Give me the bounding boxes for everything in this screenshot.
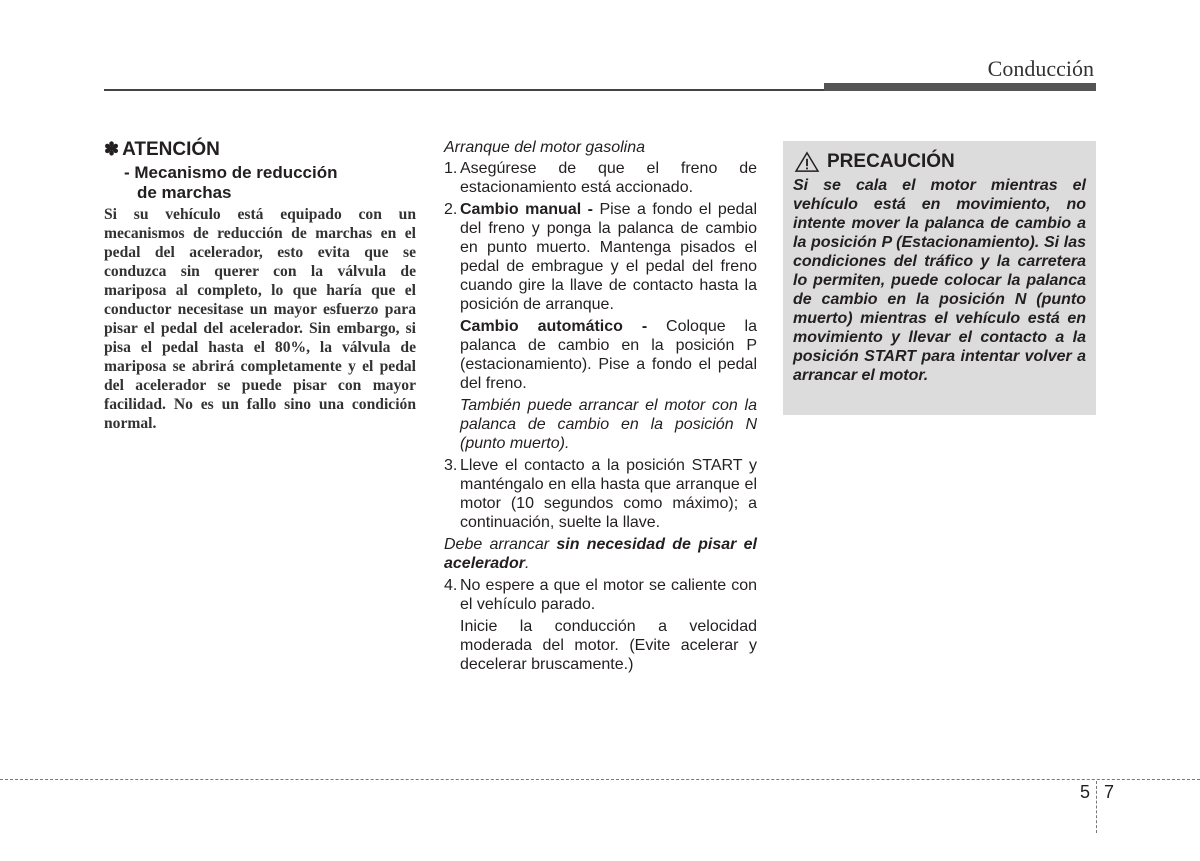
warning-triangle-icon: [793, 151, 821, 173]
footer-rule: [0, 779, 1200, 780]
step-3: 3. Lleve el contacto a la posición START y manténgalo en ella hasta que arranque el motor (10 segundos como máximo); a continuación, suelte la llave.: [444, 457, 757, 531]
section-title: Conducción: [987, 56, 1094, 81]
attention-body: Si su vehículo está equipado con un mecanismos de reducción de marchas en el pedal del acelerador, esto evita que se conduzca sin querer con la válvula de mariposa al completo, lo que haría que el conductor necesitase un mayor esfuerzo para pisar el pedal del acelerador. Sin embargo, si pisa el pedal hasta el 80%, la válvula de mariposa se abrirá completamente y el pedal del acelerador se puede pisar con mayor facilidad. No es un fallo sino una condición normal.: [104, 206, 416, 432]
asterisk-icon: ✽: [104, 139, 120, 159]
page-number: 7: [1104, 782, 1115, 802]
step-4-extra: Inicie la conducción a velocidad moderada del motor. (Evite acelerar y decelerar bruscamente.): [460, 618, 757, 673]
step-2: 2. Cambio manual - Pise a fondo el pedal del freno y ponga la palanca de cambio en punto muerto. Mantenga pisados el pedal de embrague y el pedal del freno cuando gire la llave de contacto hasta la posición de arranque.: [444, 201, 758, 313]
step-1: 1. Asegúrese de que el freno de estacionamiento está accionado.: [444, 160, 757, 196]
footer-divider: [1096, 781, 1097, 833]
step-4: 4. No espere a que el motor se caliente con el vehículo parado.: [444, 577, 757, 613]
caution-title: PRECAUCIÓN: [827, 151, 955, 172]
page-section-number: 5: [1080, 782, 1091, 802]
procedure-section: [444, 138, 757, 674]
caution-header: [793, 151, 1086, 173]
header-rule-accent: [824, 83, 1096, 91]
attention-title: ✽ ATENCIÓN: [104, 139, 220, 160]
attention-subtitle: - Mecanismo de reducción de marchas: [124, 163, 338, 202]
step-2-note: También puede arrancar el motor con la palanca de cambio en la posición N (punto muerto).: [460, 397, 757, 452]
procedure-heading: Arranque del motor gasolina: [444, 139, 646, 156]
step-2-automatic: Cambio automático - Coloque la palanca de cambio en la posición P (estacionamiento). Pise a fondo el pedal del freno.: [460, 318, 757, 392]
attention-note: [104, 138, 416, 433]
accelerator-note: Debe arrancar sin necesidad de pisar el acelerador.: [444, 536, 757, 572]
caution-box: [783, 141, 1096, 415]
caution-body: Si se cala el motor mientras el vehículo está en movimiento, no intente mover la palanca de cambio a la posición P (Estacionamiento). Si las condiciones del tráfico y la carretera lo permiten, puede colocar la palanca de cambio en la posición N (punto muerto) mientras el vehículo está en movimiento y llevar el contacto a la posición START para intentar volver a arrancar el motor.: [793, 177, 1086, 384]
